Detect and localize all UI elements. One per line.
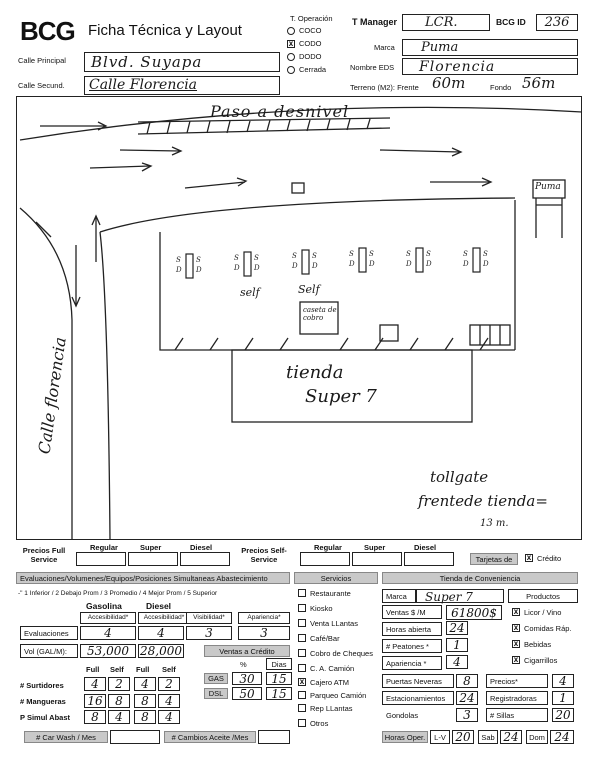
svg-text:S: S [463,250,468,258]
super-header-self: Super [364,543,386,552]
svg-text:S: S [312,252,317,260]
caseta-cobro-label: caseta de cobro [303,306,337,322]
precios-full-label: Precios Full Service [22,546,66,564]
calle-florencia-label: Calle florencia [34,335,70,456]
surtidores-diesel-self[interactable]: 2 [158,677,180,691]
gondolas-field[interactable]: 3 [456,708,478,722]
dom-field[interactable]: 24 [550,730,574,744]
eval-visibilidad[interactable]: 3 [186,626,232,640]
servicio-checkbox-parqueo-camion[interactable] [298,691,306,699]
sab-label: Sab [478,730,498,744]
svg-text:D: D [349,260,355,268]
mangueras-label: # Mangueras [20,697,66,706]
tienda-banner: Tienda de Conveniencia [382,572,578,584]
surtidores-label: # Surtidores [20,681,64,690]
puertas-field[interactable]: 8 [456,674,478,688]
op-coco: COCO [299,26,322,35]
servicio-parqueo-camion: Parqueo Camión [310,691,367,700]
servicios-banner: Servicios [294,572,378,584]
svg-text:D: D [234,264,240,272]
lv-label: L-V [430,730,450,744]
prod-cigarrillos: Cigarrillos [524,656,558,665]
gasolina-header: Gasolina [86,601,122,611]
registradoras-label: Registradoras [486,691,548,705]
ventas-credito-label: Ventas a Crédito [204,645,290,657]
form-title: Ficha Técnica y Layout [88,22,242,39]
dsl-label: DSL [204,688,228,699]
svg-text:S: S [369,250,374,258]
surtidores-diesel-full[interactable]: 4 [134,677,156,691]
surtidores-gas-self[interactable]: 2 [108,677,130,691]
peatones-label: # Peatones * [382,639,442,653]
cambios-label: # Cambios Aceite /Mes [164,731,256,743]
t-manager-field[interactable]: LCR. [402,14,490,31]
gas-pct[interactable]: 30 [232,672,262,685]
car-wash-field[interactable] [110,730,160,744]
servicio-otros: Otros [310,719,329,728]
dsl-pct[interactable]: 50 [232,687,262,700]
eval-apariencia[interactable]: 3 [238,626,290,640]
tienda-marca-label: Marca [382,589,416,603]
credito-checkbox[interactable]: x [526,553,532,562]
calle-principal-label: Calle Principal [18,56,66,65]
regular-header-self: Regular [314,543,342,552]
simul-gas-self[interactable]: 4 [108,710,130,724]
lv-field[interactable]: 20 [452,730,474,744]
calle-secund-field[interactable]: Calle Florencia [84,76,280,95]
tienda-marca-field[interactable]: Super 7 [416,589,504,603]
svg-text:D: D [176,266,182,274]
svg-text:D: D [369,260,375,268]
self-label-1: self [240,286,260,299]
eval-accesibilidad-diesel[interactable]: 4 [138,626,184,640]
op-codo: CODO [299,39,322,48]
svg-text:S: S [426,250,431,258]
precios-field[interactable]: 4 [552,674,574,688]
servicio-checkbox-restaurante[interactable] [298,589,306,597]
mangueras-gas-self[interactable]: 8 [108,694,130,708]
servicio-kiosko: Kiosko [310,604,333,613]
evaluaciones-label: Evaluaciones [20,626,78,640]
full-header-gas: Full [86,665,100,674]
bcg-id-field[interactable]: 236 [536,14,578,31]
frente-tienda-label: frentede tienda= [418,492,548,510]
svg-text:D: D [406,260,412,268]
estacionamientos-field[interactable]: 24 [456,691,478,705]
svg-text:D: D [483,260,489,268]
t-operacion-label: T. Operación [290,14,333,23]
svg-text:D: D [312,262,318,270]
eval-scale: -" 1 Inferior / 2 Debajo Prom / 3 Promedio / 4 Mejor Prom / 5 Superior [18,590,218,597]
frente-value[interactable]: 60m [432,74,466,92]
simul-diesel-self[interactable]: 4 [158,710,180,724]
self-header-diesel: Self [162,665,176,674]
servicio-checkbox-venta-llantas[interactable] [298,619,306,627]
servicio-restaurante: Restaurante [310,589,351,598]
servicio-ca-camion: C. A. Camión [310,664,355,673]
prod-comidas: Comidas Ráp. [524,624,572,633]
eval-banner: Evaluaciones/Volumenes/Equipos/Posiciones Simultaneas Abastecimiento [16,572,290,584]
super7-label: Super 7 [305,386,377,407]
mangueras-diesel-self[interactable]: 4 [158,694,180,708]
vol-label: Vol (GAL/M): [20,644,78,658]
surtidores-gas-full[interactable]: 4 [84,677,106,691]
puma-sign-label: Puma [535,182,561,192]
meters-label: 13 m. [480,518,509,529]
fondo-value[interactable]: 56m [522,74,556,92]
svg-text:D: D [463,260,469,268]
mangueras-gas-full[interactable]: 16 [84,694,106,708]
prod-checkbox-comidas[interactable]: x [513,623,519,632]
svg-text:D: D [426,260,432,268]
diesel-header-self: Diesel [414,543,437,552]
ventas-field[interactable]: 61800$ [446,605,502,620]
nombre-eds-field[interactable]: Florencia [402,58,578,75]
full-header-diesel: Full [136,665,150,674]
marca-field[interactable]: Puma [402,39,578,56]
servicio-cobro-cheques: Cobro de Cheques [310,649,373,658]
diesel-header-full: Diesel [190,543,213,552]
prod-checkbox-cigarrillos[interactable]: x [513,655,519,664]
servicio-cafe-bar: Café/Bar [310,634,340,643]
horas-oper-label: Horas Oper. [382,731,428,743]
self-header-gas: Self [110,665,124,674]
servicio-rep-llantas: Rep LLantas [310,704,353,713]
svg-text:S: S [254,254,259,262]
sab-field[interactable]: 24 [500,730,522,744]
servicio-checkbox-cafe-bar[interactable] [298,634,306,642]
gondolas-label: Gondolas [386,711,419,720]
estacionamientos-label: Estacionamientos [382,691,454,705]
svg-text:D: D [196,266,202,274]
logo: BCG [20,16,75,46]
price-self-diesel[interactable] [404,552,454,566]
eval-accesibilidad-gas[interactable]: 4 [80,626,136,640]
servicio-checkbox-cajero-atm[interactable]: x [299,677,305,686]
svg-text:S: S [292,252,297,260]
gas-label: GAS [204,673,228,684]
prod-checkbox-licor[interactable]: x [513,607,519,616]
svg-text:S: S [196,256,201,264]
prod-licor: Licor / Vino [524,608,562,617]
op-cerrada: Cerrada [299,65,327,74]
svg-text:S: S [406,250,411,258]
tarjetas-label: Tarjetas de [470,553,518,565]
svg-text:D: D [254,264,260,272]
sillas-label: # Sillas [486,708,548,722]
svg-text:S: S [483,250,488,258]
price-full-diesel[interactable] [180,552,230,566]
price-self-super[interactable] [352,552,402,566]
servicio-checkbox-kiosko[interactable] [298,604,306,612]
self-label-2: Self [298,283,320,296]
super-header-full: Super [140,543,162,552]
horas-abierta-field[interactable]: 24 [446,621,468,635]
simul-diesel-full[interactable]: 8 [134,710,156,724]
op-dodo: DODO [299,52,322,61]
diesel-header: Diesel [146,601,172,611]
radio-codo-checked[interactable]: x [288,39,294,48]
dom-label: Dom [526,730,548,744]
terreno-label: Terreno (M2): Frente [350,83,419,92]
svg-text:S: S [349,250,354,258]
fondo-label: Fondo [490,83,512,92]
accesibilidad-gas-header: Accesibilidad* [80,612,136,624]
nombre-eds-label: Nombre EDS [350,63,395,72]
gas-dias[interactable]: 15 [266,672,292,685]
prod-bebidas: Bebidas [524,640,552,649]
horas-abierta-label: Horas abierta [382,622,442,636]
regular-header-full: Regular [90,543,118,552]
car-wash-label: # Car Wash / Mes [24,731,108,743]
peatones-field[interactable]: 1 [446,638,468,652]
vol-diesel[interactable]: 28,000 [140,644,182,658]
svg-text:S: S [176,256,181,264]
tienda-apariencia-label: Apariencia * [382,656,442,670]
tienda-apariencia-field[interactable]: 4 [446,655,468,669]
precios-self-label: Precios Self-Service [241,546,287,564]
servicio-checkbox-rep-llantas[interactable] [298,704,306,712]
prod-checkbox-bebidas[interactable]: x [513,639,519,648]
svg-text:S: S [234,254,239,262]
price-full-regular[interactable] [76,552,126,566]
puertas-label: Puertas Neveras [382,674,454,688]
servicio-venta-llantas: Venta LLantas [310,619,358,628]
calle-principal-field[interactable]: Blvd. Suyapa [84,52,280,72]
price-self-regular[interactable] [300,552,350,566]
servicio-checkbox-cobro-cheques[interactable] [298,649,306,657]
paso-desnivel-label: Paso a desnivel [210,102,350,121]
servicio-cajero-atm: Cajero ATM [310,678,350,687]
precios-label: Precios* [486,674,548,688]
t-manager-label: T Manager [352,17,398,27]
simul-label: P Simul Abast [20,713,71,722]
svg-text:D: D [292,262,298,270]
cambios-field[interactable] [258,730,290,744]
dias-header: Dias [266,658,292,670]
sillas-field[interactable]: 20 [552,708,574,722]
productos-header: Productos [508,589,578,603]
marca-label: Marca [374,43,395,52]
price-full-super[interactable] [128,552,178,566]
simul-gas-full[interactable]: 8 [84,710,106,724]
accesibilidad-diesel-header: Accesibilidad* [138,612,190,624]
pct-header: % [240,660,247,669]
visibilidad-header: Visibilidad* [186,612,232,624]
mangueras-diesel-full[interactable]: 8 [134,694,156,708]
servicio-checkbox-otros[interactable] [298,719,306,727]
vol-gasolina[interactable]: 53,000 [80,644,136,658]
tienda-label: tienda [286,362,344,383]
servicio-checkbox-ca-camion[interactable] [298,664,306,672]
dsl-dias[interactable]: 15 [266,687,292,700]
apariencia-header: Apariencia* [238,612,290,624]
bcg-id-label: BCG ID [496,17,526,27]
credito-label: Crédito [537,554,562,563]
calle-secund-label: Calle Secund. [18,81,65,90]
ventas-label: Ventas $ /M [382,605,442,619]
tollgate-label: tollgate [430,468,489,486]
registradoras-field[interactable]: 1 [552,691,574,705]
